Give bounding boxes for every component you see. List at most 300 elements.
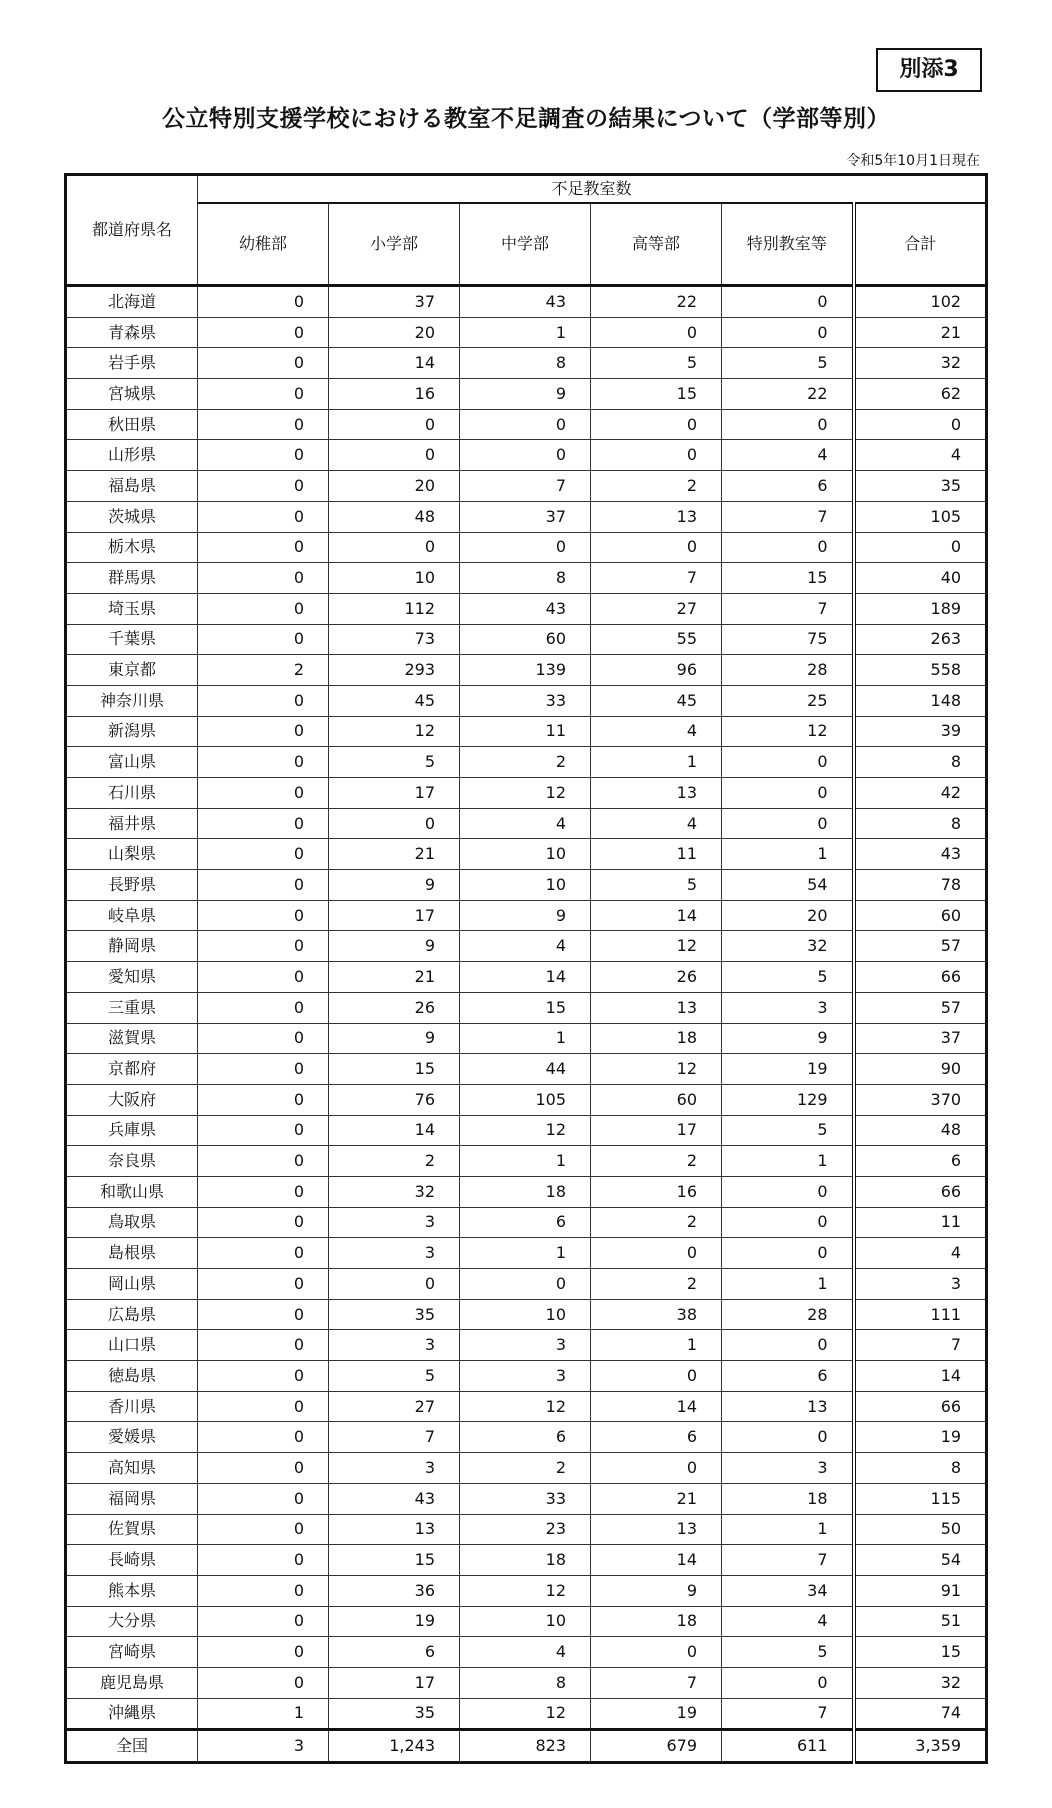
cell-kindergarten: 0 [198,1483,329,1514]
prefecture-name: 青森県 [66,317,198,348]
table-row [66,1422,987,1453]
prefecture-name: 千葉県 [66,624,198,655]
cell-kindergarten: 0 [198,1084,329,1115]
cell-special-classroom: 32 [722,931,854,962]
cell-kindergarten: 0 [198,1330,329,1361]
cell-junior-high: 4 [460,808,591,839]
cell-kindergarten: 0 [198,409,329,440]
cell-special-classroom: 5 [722,962,854,993]
cell-total: 66 [854,1391,987,1422]
cell-special-classroom: 7 [722,1698,854,1730]
cell-kindergarten: 0 [198,685,329,716]
prefecture-name: 滋賀県 [66,1023,198,1054]
prefecture-name: 北海道 [66,286,198,318]
cell-junior-high: 9 [460,900,591,931]
cell-elementary: 20 [329,317,460,348]
table-row [66,1238,987,1269]
column-header-elementary: 小学部 [329,203,460,286]
cell-total: 558 [854,655,987,686]
prefecture-name: 岐阜県 [66,900,198,931]
cell-kindergarten: 0 [198,1575,329,1606]
cell-special-classroom: 4 [722,440,854,471]
cell-kindergarten: 3 [198,1730,329,1763]
cell-special-classroom: 611 [722,1730,854,1763]
cell-elementary: 37 [329,286,460,318]
cell-high-school: 1 [591,747,722,778]
cell-high-school: 22 [591,286,722,318]
cell-total: 91 [854,1575,987,1606]
column-header-total: 合計 [854,203,987,286]
cell-kindergarten: 0 [198,778,329,809]
cell-elementary: 112 [329,593,460,624]
cell-junior-high: 12 [460,1698,591,1730]
cell-high-school: 12 [591,931,722,962]
cell-junior-high: 10 [460,870,591,901]
cell-total: 115 [854,1483,987,1514]
cell-special-classroom: 0 [722,1238,854,1269]
cell-special-classroom: 13 [722,1391,854,1422]
cell-kindergarten: 0 [198,1023,329,1054]
cell-high-school: 13 [591,501,722,532]
prefecture-name: 山梨県 [66,839,198,870]
cell-junior-high: 12 [460,1575,591,1606]
cell-high-school: 45 [591,685,722,716]
classroom-shortage-table [64,173,988,1764]
cell-high-school: 14 [591,1391,722,1422]
cell-high-school: 0 [591,1361,722,1392]
prefecture-name: 東京都 [66,655,198,686]
cell-kindergarten: 0 [198,1391,329,1422]
cell-total: 6 [854,1146,987,1177]
cell-junior-high: 23 [460,1514,591,1545]
cell-elementary: 0 [329,409,460,440]
cell-elementary: 0 [329,532,460,563]
cell-junior-high: 60 [460,624,591,655]
cell-special-classroom: 22 [722,379,854,410]
cell-kindergarten: 0 [198,1238,329,1269]
cell-special-classroom: 5 [722,1115,854,1146]
cell-total: 32 [854,348,987,379]
cell-junior-high: 18 [460,1176,591,1207]
cell-high-school: 17 [591,1115,722,1146]
cell-kindergarten: 0 [198,624,329,655]
cell-high-school: 0 [591,1238,722,1269]
cell-elementary: 9 [329,931,460,962]
prefecture-name: 徳島県 [66,1361,198,1392]
cell-total: 48 [854,1115,987,1146]
prefecture-name: 大分県 [66,1606,198,1637]
cell-special-classroom: 6 [722,471,854,502]
cell-kindergarten: 0 [198,440,329,471]
cell-elementary: 5 [329,747,460,778]
cell-junior-high: 33 [460,1483,591,1514]
cell-special-classroom: 3 [722,1453,854,1484]
cell-junior-high: 139 [460,655,591,686]
cell-junior-high: 2 [460,747,591,778]
cell-elementary: 45 [329,685,460,716]
prefecture-name: 埼玉県 [66,593,198,624]
cell-elementary: 26 [329,992,460,1023]
cell-special-classroom: 15 [722,563,854,594]
table-row [66,839,987,870]
cell-elementary: 3 [329,1453,460,1484]
cell-elementary: 43 [329,1483,460,1514]
cell-kindergarten: 0 [198,962,329,993]
cell-high-school: 0 [591,532,722,563]
cell-kindergarten: 0 [198,563,329,594]
cell-total: 0 [854,409,987,440]
table-row [66,1545,987,1576]
cell-high-school: 21 [591,1483,722,1514]
cell-elementary: 6 [329,1637,460,1668]
cell-elementary: 10 [329,563,460,594]
cell-elementary: 293 [329,655,460,686]
cell-kindergarten: 0 [198,1176,329,1207]
shortage-group-header: 不足教室数 [198,175,987,204]
cell-special-classroom: 7 [722,501,854,532]
table-row [66,655,987,686]
cell-total: 57 [854,992,987,1023]
prefecture-name: 宮崎県 [66,1637,198,1668]
cell-total: 62 [854,379,987,410]
cell-total: 90 [854,1054,987,1085]
cell-elementary: 48 [329,501,460,532]
cell-high-school: 7 [591,563,722,594]
cell-elementary: 0 [329,808,460,839]
cell-special-classroom: 9 [722,1023,854,1054]
cell-high-school: 15 [591,379,722,410]
prefecture-name: 和歌山県 [66,1176,198,1207]
prefecture-name: 福井県 [66,808,198,839]
cell-high-school: 5 [591,870,722,901]
cell-total: 60 [854,900,987,931]
cell-junior-high: 0 [460,409,591,440]
cell-special-classroom: 0 [722,1207,854,1238]
cell-special-classroom: 0 [722,532,854,563]
prefecture-name: 群馬県 [66,563,198,594]
cell-total: 74 [854,1698,987,1730]
cell-elementary: 0 [329,1269,460,1300]
cell-special-classroom: 6 [722,1361,854,1392]
cell-junior-high: 12 [460,778,591,809]
cell-high-school: 14 [591,1545,722,1576]
cell-kindergarten: 0 [198,839,329,870]
cell-elementary: 5 [329,1361,460,1392]
cell-total: 54 [854,1545,987,1576]
prefecture-name: 鹿児島県 [66,1667,198,1698]
cell-elementary: 2 [329,1146,460,1177]
table-row [66,962,987,993]
cell-special-classroom: 34 [722,1575,854,1606]
prefecture-name: 山口県 [66,1330,198,1361]
table-row [66,317,987,348]
cell-total: 15 [854,1637,987,1668]
cell-total: 40 [854,563,987,594]
table-row [66,471,987,502]
cell-total: 4 [854,1238,987,1269]
cell-high-school: 38 [591,1299,722,1330]
cell-junior-high: 11 [460,716,591,747]
cell-special-classroom: 1 [722,839,854,870]
prefecture-name: 京都府 [66,1054,198,1085]
table-row [66,532,987,563]
document-title: 公立特別支援学校における教室不足調査の結果について（学部等別） [161,106,891,132]
cell-special-classroom: 1 [722,1269,854,1300]
table-row [66,1176,987,1207]
cell-junior-high: 10 [460,1606,591,1637]
cell-total: 370 [854,1084,987,1115]
cell-high-school: 2 [591,1207,722,1238]
table-row [66,624,987,655]
cell-elementary: 15 [329,1545,460,1576]
cell-special-classroom: 0 [722,317,854,348]
cell-total: 7 [854,1330,987,1361]
cell-total: 189 [854,593,987,624]
cell-elementary: 3 [329,1330,460,1361]
table-row [66,1084,987,1115]
cell-high-school: 1 [591,1330,722,1361]
prefecture-name: 岩手県 [66,348,198,379]
cell-junior-high: 7 [460,471,591,502]
cell-high-school: 12 [591,1054,722,1085]
cell-special-classroom: 18 [722,1483,854,1514]
cell-kindergarten: 0 [198,348,329,379]
cell-high-school: 4 [591,716,722,747]
cell-junior-high: 6 [460,1422,591,1453]
cell-total: 148 [854,685,987,716]
cell-high-school: 0 [591,440,722,471]
cell-junior-high: 8 [460,1667,591,1698]
table-row [66,1575,987,1606]
table-row [66,1698,987,1730]
cell-special-classroom: 28 [722,1299,854,1330]
cell-high-school: 2 [591,1146,722,1177]
cell-high-school: 60 [591,1084,722,1115]
cell-special-classroom: 0 [722,808,854,839]
table-row [66,286,987,318]
cell-total: 4 [854,440,987,471]
table-row [66,348,987,379]
prefecture-name: 富山県 [66,747,198,778]
cell-kindergarten: 0 [198,379,329,410]
table-row [66,900,987,931]
cell-kindergarten: 0 [198,1269,329,1300]
cell-special-classroom: 19 [722,1054,854,1085]
cell-junior-high: 10 [460,1299,591,1330]
cell-high-school: 14 [591,900,722,931]
cell-junior-high: 14 [460,962,591,993]
cell-high-school: 96 [591,655,722,686]
cell-high-school: 2 [591,1269,722,1300]
cell-total: 8 [854,747,987,778]
table-row [66,1361,987,1392]
cell-special-classroom: 0 [722,778,854,809]
cell-elementary: 12 [329,716,460,747]
prefecture-name: 長野県 [66,870,198,901]
cell-special-classroom: 7 [722,593,854,624]
cell-elementary: 35 [329,1698,460,1730]
cell-kindergarten: 0 [198,992,329,1023]
cell-kindergarten: 0 [198,1422,329,1453]
cell-junior-high: 105 [460,1084,591,1115]
cell-total: 37 [854,1023,987,1054]
cell-elementary: 21 [329,839,460,870]
prefecture-name: 長崎県 [66,1545,198,1576]
prefecture-name: 茨城県 [66,501,198,532]
cell-special-classroom: 0 [722,1330,854,1361]
cell-high-school: 55 [591,624,722,655]
cell-special-classroom: 28 [722,655,854,686]
cell-elementary: 14 [329,348,460,379]
prefecture-name: 奈良県 [66,1146,198,1177]
cell-junior-high: 15 [460,992,591,1023]
prefecture-name: 静岡県 [66,931,198,962]
prefecture-name: 福島県 [66,471,198,502]
cell-elementary: 14 [329,1115,460,1146]
cell-elementary: 76 [329,1084,460,1115]
column-header-kindergarten: 幼稚部 [198,203,329,286]
cell-total: 14 [854,1361,987,1392]
prefecture-name: 福岡県 [66,1483,198,1514]
cell-special-classroom: 0 [722,1176,854,1207]
cell-elementary: 3 [329,1238,460,1269]
cell-junior-high: 43 [460,286,591,318]
cell-elementary: 13 [329,1514,460,1545]
cell-high-school: 13 [591,1514,722,1545]
prefecture-column-header: 都道府県名 [66,175,198,286]
table-row [66,870,987,901]
cell-kindergarten: 0 [198,1637,329,1668]
table-row [66,716,987,747]
table-row [66,1667,987,1698]
table-row [66,563,987,594]
cell-junior-high: 823 [460,1730,591,1763]
table-row [66,1453,987,1484]
table-row [66,1269,987,1300]
prefecture-name: 熊本県 [66,1575,198,1606]
table-row [66,1299,987,1330]
cell-elementary: 15 [329,1054,460,1085]
table-row [66,1207,987,1238]
cell-special-classroom: 0 [722,747,854,778]
cell-kindergarten: 0 [198,931,329,962]
cell-total: 50 [854,1514,987,1545]
cell-high-school: 9 [591,1575,722,1606]
cell-junior-high: 3 [460,1330,591,1361]
cell-junior-high: 0 [460,440,591,471]
cell-total: 3,359 [854,1730,987,1763]
column-header-high-school: 高等部 [591,203,722,286]
prefecture-name: 兵庫県 [66,1115,198,1146]
national-label: 全国 [66,1730,198,1763]
cell-high-school: 0 [591,1453,722,1484]
cell-special-classroom: 7 [722,1545,854,1576]
cell-high-school: 19 [591,1698,722,1730]
cell-junior-high: 4 [460,1637,591,1668]
table-row [66,1115,987,1146]
table-row [66,379,987,410]
column-header-special-classroom: 特別教室等 [722,203,854,286]
cell-kindergarten: 0 [198,1514,329,1545]
prefecture-name: 宮城県 [66,379,198,410]
cell-special-classroom: 3 [722,992,854,1023]
cell-junior-high: 33 [460,685,591,716]
cell-elementary: 32 [329,1176,460,1207]
table-row [66,747,987,778]
cell-total: 32 [854,1667,987,1698]
cell-total: 51 [854,1606,987,1637]
cell-total: 21 [854,317,987,348]
cell-kindergarten: 0 [198,1361,329,1392]
cell-special-classroom: 12 [722,716,854,747]
prefecture-name: 秋田県 [66,409,198,440]
cell-junior-high: 0 [460,1269,591,1300]
cell-junior-high: 4 [460,931,591,962]
cell-total: 66 [854,1176,987,1207]
cell-elementary: 27 [329,1391,460,1422]
cell-high-school: 13 [591,778,722,809]
table-row [66,440,987,471]
cell-special-classroom: 25 [722,685,854,716]
cell-kindergarten: 0 [198,532,329,563]
cell-high-school: 7 [591,1667,722,1698]
cell-elementary: 19 [329,1606,460,1637]
cell-total: 66 [854,962,987,993]
cell-special-classroom: 54 [722,870,854,901]
cell-total: 0 [854,532,987,563]
cell-kindergarten: 1 [198,1698,329,1730]
cell-total: 111 [854,1299,987,1330]
table-row [66,1330,987,1361]
prefecture-name: 愛知県 [66,962,198,993]
cell-total: 43 [854,839,987,870]
table-row [66,1637,987,1668]
cell-total: 42 [854,778,987,809]
cell-total: 8 [854,1453,987,1484]
table-row [66,931,987,962]
prefecture-name: 大阪府 [66,1084,198,1115]
cell-kindergarten: 0 [198,1667,329,1698]
cell-junior-high: 12 [460,1391,591,1422]
cell-elementary: 9 [329,1023,460,1054]
cell-high-school: 4 [591,808,722,839]
cell-kindergarten: 0 [198,900,329,931]
cell-elementary: 3 [329,1207,460,1238]
cell-kindergarten: 0 [198,808,329,839]
as-of-date: 令和5年10月1日現在 [846,153,980,169]
cell-junior-high: 12 [460,1115,591,1146]
prefecture-name: 岡山県 [66,1269,198,1300]
table-row [66,992,987,1023]
cell-special-classroom: 5 [722,348,854,379]
cell-elementary: 17 [329,1667,460,1698]
cell-high-school: 679 [591,1730,722,1763]
cell-elementary: 9 [329,870,460,901]
cell-elementary: 73 [329,624,460,655]
cell-junior-high: 2 [460,1453,591,1484]
prefecture-name: 広島県 [66,1299,198,1330]
cell-high-school: 0 [591,409,722,440]
cell-kindergarten: 0 [198,1299,329,1330]
prefecture-name: 高知県 [66,1453,198,1484]
cell-total: 78 [854,870,987,901]
cell-elementary: 0 [329,440,460,471]
table-row [66,1023,987,1054]
prefecture-name: 新潟県 [66,716,198,747]
cell-high-school: 26 [591,962,722,993]
cell-junior-high: 1 [460,1146,591,1177]
cell-high-school: 5 [591,348,722,379]
